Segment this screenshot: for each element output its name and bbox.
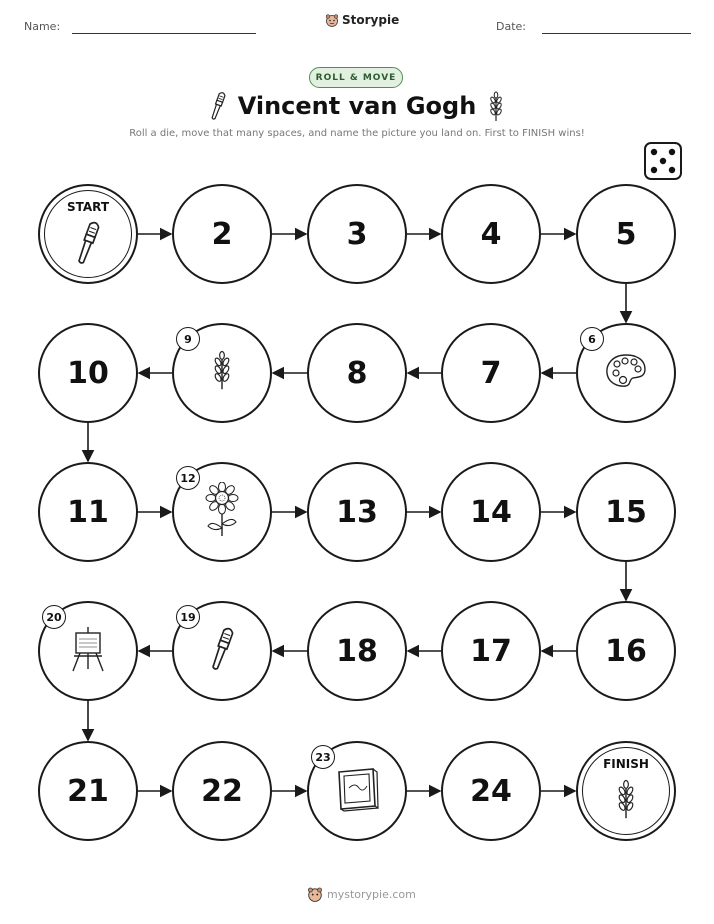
space-number-badge: 23: [311, 745, 335, 769]
space-number: 5: [615, 216, 637, 252]
space-number-badge: 19: [176, 605, 200, 629]
storypie-logo-icon: [307, 886, 323, 902]
paintbrush-icon: [71, 220, 105, 270]
board-space-8: [307, 323, 407, 423]
board-space-16: [576, 601, 676, 701]
space-number: 21: [67, 773, 109, 809]
board-space-5: [576, 184, 676, 284]
board-space-3: [307, 184, 407, 284]
board-space-13: [307, 462, 407, 562]
board-space-18: [307, 601, 407, 701]
board-space-17: [441, 601, 541, 701]
space-number-badge: 12: [176, 466, 200, 490]
space-number: 22: [201, 773, 243, 809]
board-space-4: [441, 184, 541, 284]
footer-url[interactable]: mystorypie.com: [327, 887, 416, 901]
wheat-icon: [209, 348, 235, 398]
board-space-2: [172, 184, 272, 284]
board-space-14: [441, 462, 541, 562]
palette-icon: [604, 353, 648, 393]
space-number-badge: 9: [176, 327, 200, 351]
wheat-icon: [613, 777, 639, 827]
space-label: START: [66, 200, 110, 214]
brand-name: Storypie: [342, 13, 400, 27]
canvas-icon: [335, 766, 379, 816]
space-number: 2: [211, 216, 233, 252]
space-number: 11: [67, 494, 109, 530]
space-number: 4: [480, 216, 502, 252]
paintbrush-icon: [205, 626, 239, 676]
date-label: Date:: [496, 20, 526, 33]
name-label: Name:: [24, 20, 61, 33]
space-number: 3: [346, 216, 368, 252]
space-number: 13: [336, 494, 378, 530]
space-number-badge: 6: [580, 327, 604, 351]
space-number: 8: [346, 355, 368, 391]
board-space-21: [38, 741, 138, 841]
board-space-24: [441, 741, 541, 841]
space-number: 24: [470, 773, 512, 809]
board-space-10: [38, 323, 138, 423]
space-finish: [576, 741, 676, 841]
page-title: Vincent van Gogh: [237, 92, 477, 120]
space-number: 18: [336, 633, 378, 669]
space-number: 10: [67, 355, 109, 391]
board-space-7: [441, 323, 541, 423]
space-number-badge: 20: [42, 605, 66, 629]
board-space-22: [172, 741, 272, 841]
space-number: 17: [470, 633, 512, 669]
space-start: [38, 184, 138, 284]
board-space-15: [576, 462, 676, 562]
space-number: 16: [605, 633, 647, 669]
easel-icon: [68, 625, 108, 677]
space-number: 7: [480, 355, 502, 391]
board-space-11: [38, 462, 138, 562]
activity-tag: ROLL & MOVE: [309, 67, 403, 88]
footer: [307, 886, 416, 902]
instructions: Roll a die, move that many spaces, and name the picture you land on. First to FINISH wins!: [129, 128, 585, 139]
sunflower-icon: [202, 482, 242, 542]
space-number: 15: [605, 494, 647, 530]
space-number: 14: [470, 494, 512, 530]
space-label: FINISH: [603, 757, 649, 771]
